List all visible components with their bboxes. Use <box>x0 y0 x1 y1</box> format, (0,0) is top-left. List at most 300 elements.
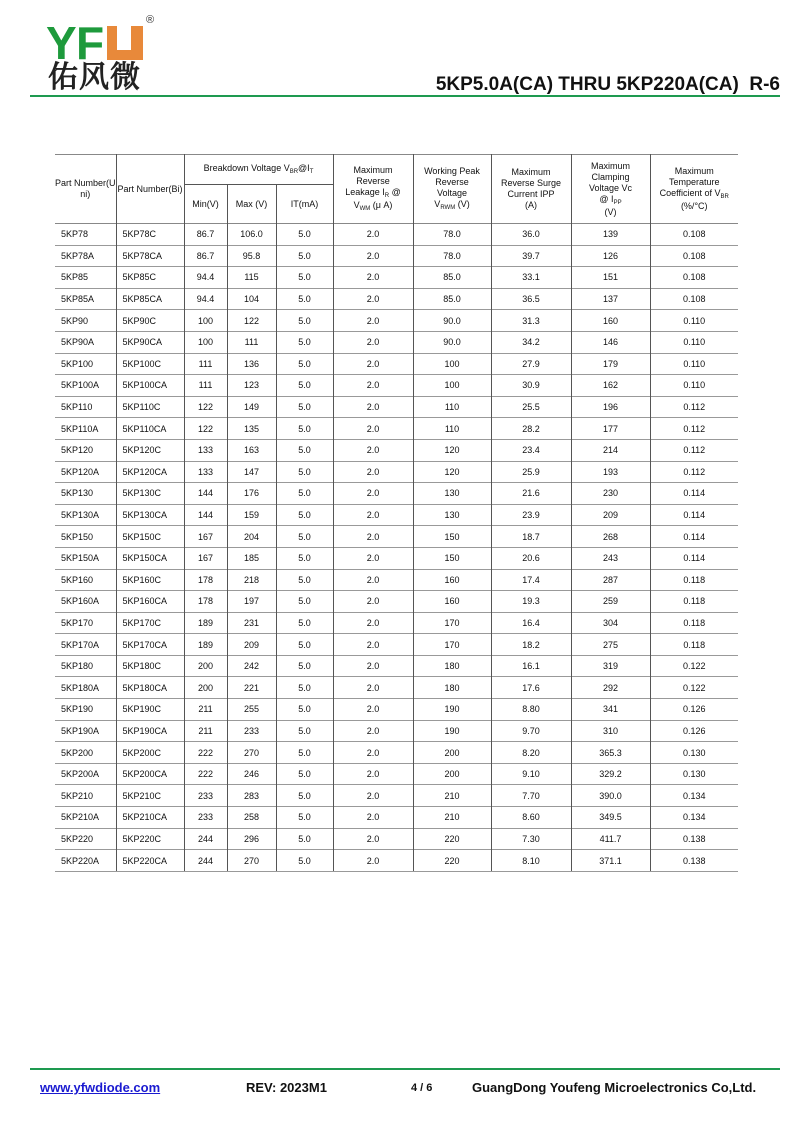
vc-l4-sub: PP <box>613 199 622 206</box>
cell-surge-current: 9.10 <box>491 763 571 785</box>
cell-clamping-voltage: 268 <box>571 526 650 548</box>
tc-line-1: Maximum <box>674 166 714 176</box>
cell-max-voltage: 218 <box>227 569 276 591</box>
table-row <box>55 245 738 267</box>
cell-temp-coefficient: 0.114 <box>650 526 738 548</box>
cell-part-uni: 5KP110A <box>55 418 116 440</box>
footer-divider <box>30 1068 780 1070</box>
cell-max-voltage: 270 <box>227 742 276 764</box>
cell-reverse-leakage: 2.0 <box>333 763 413 785</box>
cell-reverse-leakage: 2.0 <box>333 591 413 613</box>
cell-part-bi: 5KP85C <box>116 267 184 289</box>
cell-test-current: 5.0 <box>276 763 333 785</box>
cell-part-uni: 5KP120 <box>55 439 116 461</box>
cell-working-peak-voltage: 170 <box>413 612 491 634</box>
cell-temp-coefficient: 0.112 <box>650 418 738 440</box>
cell-test-current: 5.0 <box>276 267 333 289</box>
cell-min-voltage: 133 <box>184 461 227 483</box>
cell-working-peak-voltage: 150 <box>413 547 491 569</box>
cell-min-voltage: 86.7 <box>184 224 227 246</box>
cell-working-peak-voltage: 160 <box>413 569 491 591</box>
cell-part-uni: 5KP180 <box>55 655 116 677</box>
cell-clamping-voltage: 230 <box>571 483 650 505</box>
cell-temp-coefficient: 0.108 <box>650 245 738 267</box>
wpr-l4-text: V <box>434 199 441 209</box>
cell-temp-coefficient: 0.114 <box>650 504 738 526</box>
cell-part-uni: 5KP78 <box>55 224 116 246</box>
cell-working-peak-voltage: 210 <box>413 785 491 807</box>
cell-part-uni: 5KP200 <box>55 742 116 764</box>
cell-part-uni: 5KP180A <box>55 677 116 699</box>
cell-min-voltage: 200 <box>184 655 227 677</box>
cell-part-uni: 5KP150 <box>55 526 116 548</box>
cell-part-uni: 5KP100 <box>55 353 116 375</box>
cell-part-bi: 5KP160C <box>116 569 184 591</box>
cell-surge-current: 16.1 <box>491 655 571 677</box>
leakage-l4-sub: WM <box>359 206 371 212</box>
cell-reverse-leakage: 2.0 <box>333 547 413 569</box>
cell-reverse-leakage: 2.0 <box>333 569 413 591</box>
cell-part-bi: 5KP85CA <box>116 288 184 310</box>
cell-reverse-leakage: 2.0 <box>333 375 413 397</box>
cell-reverse-leakage: 2.0 <box>333 504 413 526</box>
cell-temp-coefficient: 0.118 <box>650 569 738 591</box>
cell-test-current: 5.0 <box>276 547 333 569</box>
cell-max-voltage: 242 <box>227 655 276 677</box>
cell-clamping-voltage: 214 <box>571 439 650 461</box>
table-row <box>55 418 738 440</box>
cell-reverse-leakage: 2.0 <box>333 418 413 440</box>
cell-max-voltage: 106.0 <box>227 224 276 246</box>
header-max-reverse-surge-current <box>491 155 571 224</box>
cell-surge-current: 19.3 <box>491 591 571 613</box>
cell-min-voltage: 189 <box>184 612 227 634</box>
header-divider <box>30 95 780 97</box>
table-row <box>55 699 738 721</box>
cell-min-voltage: 178 <box>184 569 227 591</box>
cell-max-voltage: 197 <box>227 591 276 613</box>
cell-working-peak-voltage: 190 <box>413 699 491 721</box>
cell-min-voltage: 167 <box>184 526 227 548</box>
cell-max-voltage: 163 <box>227 439 276 461</box>
cell-clamping-voltage: 304 <box>571 612 650 634</box>
cell-clamping-voltage: 259 <box>571 591 650 613</box>
cell-reverse-leakage: 2.0 <box>333 483 413 505</box>
cell-temp-coefficient: 0.122 <box>650 677 738 699</box>
leakage-line-4 <box>334 200 413 213</box>
cell-clamping-voltage: 329.2 <box>571 763 650 785</box>
cell-min-voltage: 233 <box>184 785 227 807</box>
table-row <box>55 461 738 483</box>
cell-part-bi: 5KP180CA <box>116 677 184 699</box>
cell-part-bi: 5KP160CA <box>116 591 184 613</box>
cell-working-peak-voltage: 78.0 <box>413 224 491 246</box>
cell-part-uni: 5KP85A <box>55 288 116 310</box>
wpr-l4-sub: RWM <box>440 205 456 211</box>
table-row <box>55 224 738 246</box>
leakage-l3-sub: R <box>384 193 390 199</box>
cell-working-peak-voltage: 210 <box>413 807 491 829</box>
cell-reverse-leakage: 2.0 <box>333 288 413 310</box>
document-title: 5KP5.0A(CA) THRU 5KP220A(CA) R-6 <box>435 74 780 95</box>
page-number: 4 / 6 <box>411 1082 433 1094</box>
cell-clamping-voltage: 126 <box>571 245 650 267</box>
cell-min-voltage: 111 <box>184 375 227 397</box>
cell-surge-current: 33.1 <box>491 267 571 289</box>
cell-temp-coefficient: 0.130 <box>650 742 738 764</box>
cell-test-current: 5.0 <box>276 310 333 332</box>
cell-temp-coefficient: 0.126 <box>650 699 738 721</box>
cell-test-current: 5.0 <box>276 353 333 375</box>
cell-part-bi: 5KP110C <box>116 396 184 418</box>
cell-part-bi: 5KP190CA <box>116 720 184 742</box>
cell-max-voltage: 233 <box>227 720 276 742</box>
cell-working-peak-voltage: 85.0 <box>413 267 491 289</box>
cell-clamping-voltage: 371.1 <box>571 850 650 872</box>
cell-reverse-leakage: 2.0 <box>333 396 413 418</box>
cell-temp-coefficient: 0.134 <box>650 785 738 807</box>
header-max-temperature-coefficient <box>650 155 738 224</box>
cell-surge-current: 28.2 <box>491 418 571 440</box>
cell-reverse-leakage: 2.0 <box>333 634 413 656</box>
cell-temp-coefficient: 0.108 <box>650 224 738 246</box>
tc-line-2: Temperature <box>668 177 720 187</box>
cell-temp-coefficient: 0.138 <box>650 850 738 872</box>
cell-clamping-voltage: 151 <box>571 267 650 289</box>
cell-max-voltage: 95.8 <box>227 245 276 267</box>
cell-test-current: 5.0 <box>276 807 333 829</box>
cell-working-peak-voltage: 100 <box>413 375 491 397</box>
table-row <box>55 785 738 807</box>
cell-part-bi: 5KP130CA <box>116 504 184 526</box>
cell-reverse-leakage: 2.0 <box>333 655 413 677</box>
table-row <box>55 331 738 353</box>
cell-surge-current: 34.2 <box>491 331 571 353</box>
cell-min-voltage: 178 <box>184 591 227 613</box>
company-logo <box>38 14 158 94</box>
cell-clamping-voltage: 162 <box>571 375 650 397</box>
cell-part-bi: 5KP210C <box>116 785 184 807</box>
cell-max-voltage: 104 <box>227 288 276 310</box>
cell-min-voltage: 94.4 <box>184 288 227 310</box>
cell-clamping-voltage: 243 <box>571 547 650 569</box>
specification-table <box>55 154 738 872</box>
cell-max-voltage: 258 <box>227 807 276 829</box>
cell-min-voltage: 100 <box>184 310 227 332</box>
cell-working-peak-voltage: 150 <box>413 526 491 548</box>
header-breakdown-voltage <box>184 155 333 185</box>
cell-test-current: 5.0 <box>276 418 333 440</box>
leakage-line-1: Maximum <box>353 165 393 175</box>
cell-temp-coefficient: 0.114 <box>650 483 738 505</box>
cell-clamping-voltage: 160 <box>571 310 650 332</box>
table-row <box>55 439 738 461</box>
cell-test-current: 5.0 <box>276 396 333 418</box>
cell-surge-current: 23.9 <box>491 504 571 526</box>
cell-min-voltage: 222 <box>184 742 227 764</box>
cell-test-current: 5.0 <box>276 331 333 353</box>
logo-u-shape-icon <box>107 26 143 60</box>
cell-min-voltage: 167 <box>184 547 227 569</box>
table-row <box>55 591 738 613</box>
cell-max-voltage: 149 <box>227 396 276 418</box>
cell-test-current: 5.0 <box>276 720 333 742</box>
cell-clamping-voltage: 146 <box>571 331 650 353</box>
cell-min-voltage: 222 <box>184 763 227 785</box>
cell-min-voltage: 86.7 <box>184 245 227 267</box>
leakage-l3-tail: @ <box>389 187 401 197</box>
cell-part-uni: 5KP170 <box>55 612 116 634</box>
breakdown-at: @I <box>298 163 310 173</box>
cell-working-peak-voltage: 90.0 <box>413 310 491 332</box>
cell-working-peak-voltage: 85.0 <box>413 288 491 310</box>
table-row <box>55 569 738 591</box>
breakdown-label: Breakdown Voltage V <box>203 163 290 173</box>
cell-surge-current: 8.10 <box>491 850 571 872</box>
cell-part-bi: 5KP120CA <box>116 461 184 483</box>
cell-working-peak-voltage: 170 <box>413 634 491 656</box>
cell-max-voltage: 115 <box>227 267 276 289</box>
cell-test-current: 5.0 <box>276 245 333 267</box>
cell-part-bi: 5KP190C <box>116 699 184 721</box>
table-row <box>55 612 738 634</box>
cell-max-voltage: 204 <box>227 526 276 548</box>
vc-line-4 <box>572 194 650 207</box>
cell-reverse-leakage: 2.0 <box>333 267 413 289</box>
header-part-bi: Part Number(Bi) <box>116 155 184 224</box>
cell-test-current: 5.0 <box>276 526 333 548</box>
ipp-line-2: Reverse Surge <box>500 178 562 188</box>
cell-part-uni: 5KP130 <box>55 483 116 505</box>
table-row <box>55 655 738 677</box>
cell-part-uni: 5KP150A <box>55 547 116 569</box>
wpr-line-2: Reverse <box>435 177 469 187</box>
cell-temp-coefficient: 0.110 <box>650 375 738 397</box>
revision-label: REV: 2023M1 <box>246 1080 327 1095</box>
cell-test-current: 5.0 <box>276 785 333 807</box>
cell-clamping-voltage: 390.0 <box>571 785 650 807</box>
cell-test-current: 5.0 <box>276 504 333 526</box>
cell-part-uni: 5KP210A <box>55 807 116 829</box>
leakage-l4-text: V <box>353 200 360 210</box>
cell-temp-coefficient: 0.110 <box>650 331 738 353</box>
wpr-line-3: Voltage <box>436 188 468 198</box>
cell-part-bi: 5KP100CA <box>116 375 184 397</box>
website-link[interactable]: www.yfwdiode.com <box>40 1080 161 1095</box>
vc-line-3: Voltage Vc <box>588 182 633 193</box>
cell-part-uni: 5KP100A <box>55 375 116 397</box>
cell-min-voltage: 100 <box>184 331 227 353</box>
cell-test-current: 5.0 <box>276 483 333 505</box>
cell-reverse-leakage: 2.0 <box>333 807 413 829</box>
tc-l3-sub: BR <box>720 194 729 200</box>
cell-reverse-leakage: 2.0 <box>333 245 413 267</box>
cell-part-bi: 5KP180C <box>116 655 184 677</box>
cell-surge-current: 18.7 <box>491 526 571 548</box>
tc-line-4: (%/°C) <box>680 201 708 211</box>
cell-reverse-leakage: 2.0 <box>333 461 413 483</box>
cell-part-uni: 5KP90 <box>55 310 116 332</box>
cell-min-voltage: 211 <box>184 720 227 742</box>
cell-temp-coefficient: 0.112 <box>650 396 738 418</box>
cell-working-peak-voltage: 180 <box>413 655 491 677</box>
table-row <box>55 677 738 699</box>
header-max-reverse-leakage <box>333 155 413 224</box>
cell-working-peak-voltage: 180 <box>413 677 491 699</box>
cell-surge-current: 25.5 <box>491 396 571 418</box>
cell-min-voltage: 94.4 <box>184 267 227 289</box>
cell-working-peak-voltage: 220 <box>413 850 491 872</box>
cell-min-voltage: 122 <box>184 418 227 440</box>
cell-clamping-voltage: 287 <box>571 569 650 591</box>
cell-part-bi: 5KP110CA <box>116 418 184 440</box>
cell-test-current: 5.0 <box>276 828 333 850</box>
cell-part-bi: 5KP150CA <box>116 547 184 569</box>
cell-max-voltage: 255 <box>227 699 276 721</box>
cell-min-voltage: 144 <box>184 504 227 526</box>
vc-line-1: Maximum <box>590 160 630 171</box>
cell-surge-current: 36.0 <box>491 224 571 246</box>
cell-min-voltage: 211 <box>184 699 227 721</box>
header-max-voltage: Max (V) <box>227 185 276 224</box>
header-part-uni: Part Number(U ni) <box>55 155 116 224</box>
cell-surge-current: 7.70 <box>491 785 571 807</box>
cell-clamping-voltage: 310 <box>571 720 650 742</box>
cell-test-current: 5.0 <box>276 569 333 591</box>
table-row <box>55 720 738 742</box>
cell-working-peak-voltage: 120 <box>413 461 491 483</box>
cell-part-uni: 5KP85 <box>55 267 116 289</box>
cell-clamping-voltage: 349.5 <box>571 807 650 829</box>
cell-clamping-voltage: 319 <box>571 655 650 677</box>
leakage-line-2: Reverse <box>356 176 390 186</box>
cell-temp-coefficient: 0.110 <box>650 310 738 332</box>
table-row <box>55 763 738 785</box>
cell-part-uni: 5KP160A <box>55 591 116 613</box>
cell-max-voltage: 176 <box>227 483 276 505</box>
cell-part-uni: 5KP78A <box>55 245 116 267</box>
cell-working-peak-voltage: 110 <box>413 396 491 418</box>
cell-working-peak-voltage: 100 <box>413 353 491 375</box>
cell-test-current: 5.0 <box>276 591 333 613</box>
cell-test-current: 5.0 <box>276 375 333 397</box>
cell-max-voltage: 185 <box>227 547 276 569</box>
cell-part-uni: 5KP190A <box>55 720 116 742</box>
cell-test-current: 5.0 <box>276 677 333 699</box>
cell-reverse-leakage: 2.0 <box>333 785 413 807</box>
logo-letter-f: F <box>76 17 104 69</box>
cell-clamping-voltage: 341 <box>571 699 650 721</box>
cell-part-uni: 5KP90A <box>55 331 116 353</box>
cell-clamping-voltage: 177 <box>571 418 650 440</box>
cell-part-bi: 5KP170CA <box>116 634 184 656</box>
cell-temp-coefficient: 0.112 <box>650 439 738 461</box>
cell-surge-current: 16.4 <box>491 612 571 634</box>
cell-working-peak-voltage: 190 <box>413 720 491 742</box>
cell-test-current: 5.0 <box>276 288 333 310</box>
cell-working-peak-voltage: 160 <box>413 591 491 613</box>
cell-part-uni: 5KP110 <box>55 396 116 418</box>
cell-working-peak-voltage: 120 <box>413 439 491 461</box>
cell-max-voltage: 136 <box>227 353 276 375</box>
cell-surge-current: 9.70 <box>491 720 571 742</box>
cell-temp-coefficient: 0.112 <box>650 461 738 483</box>
cell-test-current: 5.0 <box>276 612 333 634</box>
cell-clamping-voltage: 139 <box>571 224 650 246</box>
cell-part-bi: 5KP220CA <box>116 850 184 872</box>
cell-reverse-leakage: 2.0 <box>333 828 413 850</box>
cell-temp-coefficient: 0.126 <box>650 720 738 742</box>
cell-min-voltage: 244 <box>184 828 227 850</box>
breakdown-at-sub: T <box>309 169 314 175</box>
cell-clamping-voltage: 292 <box>571 677 650 699</box>
cell-part-bi: 5KP90C <box>116 310 184 332</box>
cell-temp-coefficient: 0.122 <box>650 655 738 677</box>
cell-part-uni: 5KP220A <box>55 850 116 872</box>
cell-temp-coefficient: 0.114 <box>650 547 738 569</box>
cell-part-uni: 5KP210 <box>55 785 116 807</box>
table-row <box>55 483 738 505</box>
cell-surge-current: 36.5 <box>491 288 571 310</box>
cell-reverse-leakage: 2.0 <box>333 699 413 721</box>
cell-surge-current: 23.4 <box>491 439 571 461</box>
table-row <box>55 850 738 872</box>
cell-clamping-voltage: 411.7 <box>571 828 650 850</box>
leakage-l3-text: Leakage I <box>345 187 385 197</box>
table-row <box>55 310 738 332</box>
cell-part-uni: 5KP200A <box>55 763 116 785</box>
cell-temp-coefficient: 0.110 <box>650 353 738 375</box>
header-max-clamping-voltage <box>571 155 650 224</box>
cell-clamping-voltage: 193 <box>571 461 650 483</box>
cell-test-current: 5.0 <box>276 439 333 461</box>
cell-temp-coefficient: 0.130 <box>650 763 738 785</box>
cell-temp-coefficient: 0.108 <box>650 267 738 289</box>
cell-max-voltage: 246 <box>227 763 276 785</box>
cell-reverse-leakage: 2.0 <box>333 742 413 764</box>
cell-surge-current: 25.9 <box>491 461 571 483</box>
cell-temp-coefficient: 0.134 <box>650 807 738 829</box>
cell-max-voltage: 123 <box>227 375 276 397</box>
cell-clamping-voltage: 365.3 <box>571 742 650 764</box>
cell-reverse-leakage: 2.0 <box>333 677 413 699</box>
cell-part-bi: 5KP200CA <box>116 763 184 785</box>
cell-part-uni: 5KP190 <box>55 699 116 721</box>
table-row <box>55 526 738 548</box>
cell-min-voltage: 233 <box>184 807 227 829</box>
table-row <box>55 288 738 310</box>
ipp-line-1: Maximum <box>511 167 551 177</box>
wpr-line-1: Working Peak <box>424 166 480 176</box>
logo-letter-y: Y <box>46 17 76 69</box>
cell-min-voltage: 122 <box>184 396 227 418</box>
cell-working-peak-voltage: 78.0 <box>413 245 491 267</box>
cell-surge-current: 7.30 <box>491 828 571 850</box>
table-row <box>55 634 738 656</box>
table-row <box>55 807 738 829</box>
cell-test-current: 5.0 <box>276 850 333 872</box>
cell-clamping-voltage: 137 <box>571 288 650 310</box>
cell-working-peak-voltage: 130 <box>413 483 491 505</box>
cell-working-peak-voltage: 130 <box>413 504 491 526</box>
cell-reverse-leakage: 2.0 <box>333 353 413 375</box>
header-working-peak-reverse-voltage <box>413 155 491 224</box>
cell-test-current: 5.0 <box>276 742 333 764</box>
leakage-l4-tail: (μ A) <box>370 200 393 210</box>
cell-surge-current: 17.4 <box>491 569 571 591</box>
cell-surge-current: 21.6 <box>491 483 571 505</box>
cell-part-bi: 5KP210CA <box>116 807 184 829</box>
